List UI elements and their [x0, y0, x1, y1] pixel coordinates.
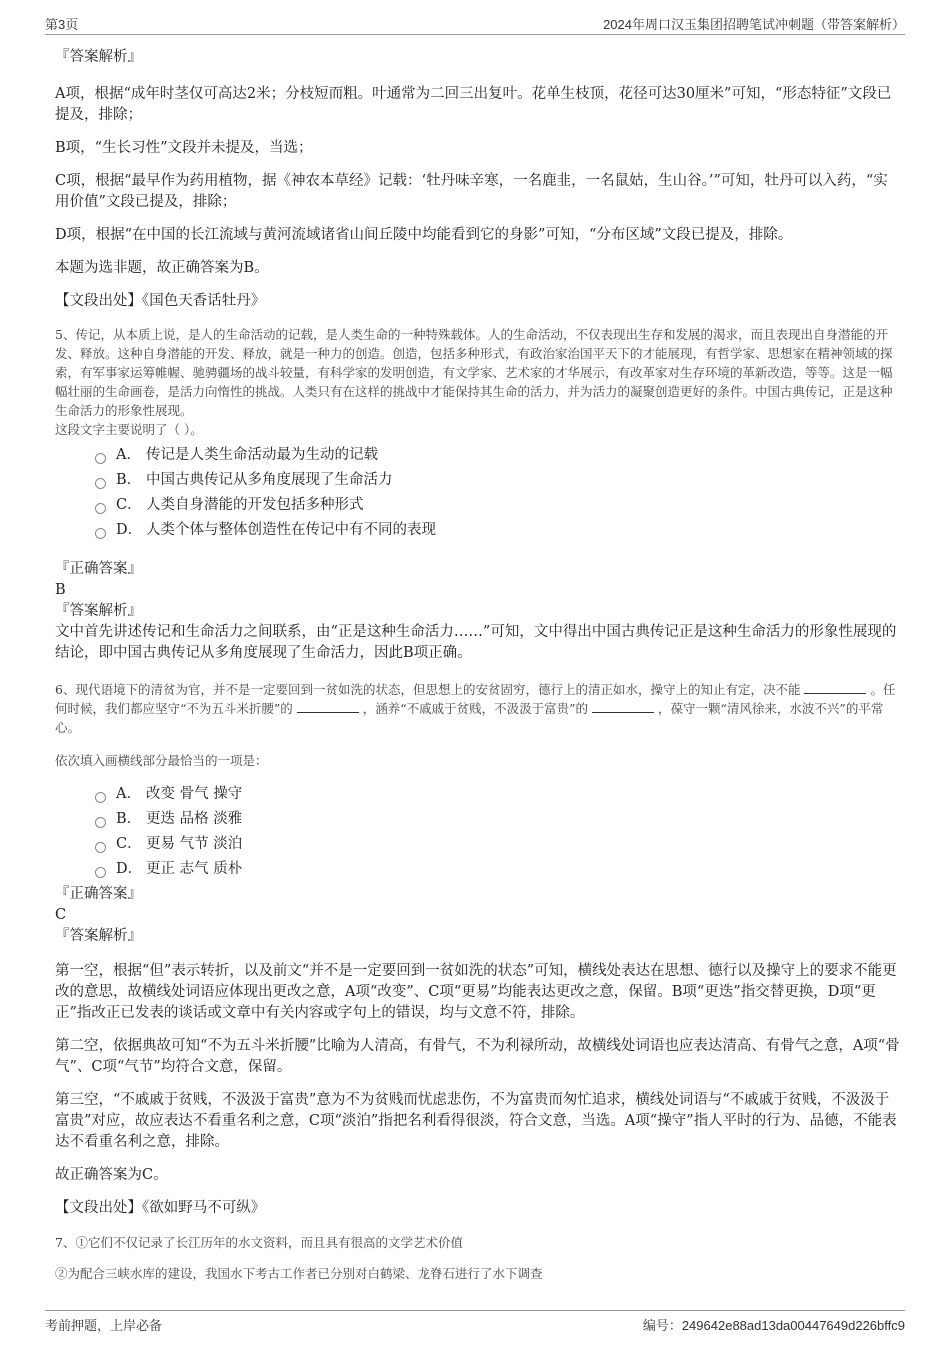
q5-option-b[interactable]: B． 中国古典传记从多角度展现了生命活力	[95, 468, 900, 493]
radio-icon[interactable]	[95, 817, 106, 828]
analysis-option-c: C项，根据“最早作为药用植物，据《神农本草经》记载：‘牡丹味辛寒，一名鹿韭，一名鼠姑，生山谷。’”可知，牡丹可以入药，“实用价值”文段已提及，排除；	[55, 173, 888, 210]
conclusion: 本题为选非题，故正确答案为B。	[55, 260, 269, 276]
q6-answer: C	[55, 907, 67, 923]
q5-analysis: 文中首先讲述传记和生命活力之间联系，由“正是这种生命活力……”可知，文中得出中国古典传记正是这种生命活力的形象性展现的结论，即中国古典传记从多角度展现了生命活力，因此B项正确。	[55, 624, 897, 661]
q5-option-c[interactable]: C． 人类自身潜能的开发包括多种形式	[95, 493, 900, 518]
footer-slogan: 考前押题，上岸必备	[45, 1318, 163, 1333]
q6-option-c[interactable]: C． 更易 气节 淡泊	[95, 832, 900, 857]
document-code: 编号：249642e88ad13da00447649d226bffc9	[642, 1318, 905, 1333]
radio-icon[interactable]	[95, 528, 106, 539]
q6-answer-label: 『正确答案』	[55, 886, 142, 902]
blank-2	[297, 700, 359, 713]
blank-1	[804, 681, 866, 694]
q5-text: 5、传记，从本质上说，是人的生命活动的记载，是人类生命的一种特殊载体。人的生命活动，不仅表现出生存和发展的渴求，而且表现出自身潜能的开发、释放。这种自身潜能的开发、释放，就是一种力的创造。创造，包括多种形式，有政治家治国平天下的才能展现，有哲学家、思想家在精神领域的探索，有军事家运筹帷幄、驰骋疆场的战斗较量，有科学家的发明创造，有文学家、艺术家的才华展示，有改革家对生存环境的革新改造，等等。这是一幅幅壮丽的生命画卷，是活力向惰性的挑战。人类只有在这样的挑战中才能保持其生命的活力，并为活力的凝聚创造更好的条件。中国古典传记，正是这种生命活力的形象性展现。	[55, 327, 893, 418]
source: 【文段出处】《国色天香话牡丹》	[55, 293, 266, 309]
q5-answer: B	[55, 582, 66, 598]
radio-icon[interactable]	[95, 792, 106, 803]
document-title: 2024年周口汉玉集团招聘笔试冲刺题（带答案解析）	[603, 17, 905, 32]
page-footer	[45, 1310, 905, 1334]
radio-icon[interactable]	[95, 842, 106, 853]
q6-text: 6、现代语境下的清贫为官，并不是一定要回到一贫如洗的状态，但思想上的安贫固穷，德行上的清正如水，操守上的知止有定，决不能 。任何时候，我们都应坚守“不为五斗米折腰”的 ，涵养“不戚戚于贫贱，不汲汲于富贵”的 ，葆守一颗“清风徐来，水波不兴”的平常心。	[55, 682, 896, 735]
q6-option-b[interactable]: B． 更迭 品格 淡雅	[95, 807, 900, 832]
q5-analysis-label: 『答案解析』	[55, 603, 142, 619]
q6-analysis-1: 第一空，根据“但”表示转折，以及前文“并不是一定要回到一贫如洗的状态”可知，横线处表达在思想、德行以及操守上的要求不能更改的意思，故横线处词语应体现出更改之意，A项“改变”、C项“更易”均能表达更改之意，保留。B项“更迭”指交替更换，D项“更正”指改正已发表的谈话或文章中有关内容或字句上的错误，均与文意不符，排除。	[55, 963, 897, 1021]
q5-options	[95, 443, 900, 543]
q6-analysis-2: 第二空，依据典故可知“不为五斗米折腰”比喻为人清高，有骨气，不为利禄所动，故横线处词语也应表达清高、有骨气之意，A项“骨气”、C项“气节”均符合文意，保留。	[55, 1038, 900, 1075]
radio-icon[interactable]	[95, 503, 106, 514]
q6-conclusion: 故正确答案为C。	[55, 1167, 168, 1183]
analysis-option-a: A项，根据“成年时茎仅可高达2米；分枝短而粗。叶通常为二回三出复叶。花单生枝顶，花径可达30厘米”可知，“形态特征”文段已提及，排除；	[55, 86, 892, 123]
q7-sentence-1: 7、①它们不仅记录了长江历年的水文资料，而且具有很高的文学艺术价值	[55, 1235, 463, 1250]
q6-option-a[interactable]: A． 改变 骨气 操守	[95, 782, 900, 807]
analysis-option-b: B项，“生长习性”文段并未提及，当选；	[55, 140, 313, 156]
radio-icon[interactable]	[95, 478, 106, 489]
q5-option-d[interactable]: D． 人类个体与整体创造性在传记中有不同的表现	[95, 518, 900, 543]
q6-options	[95, 782, 900, 882]
q7-sentence-2: ②为配合三峡水库的建设，我国水下考古工作者已分别对白鹤梁、龙脊石进行了水下调查	[55, 1266, 543, 1281]
page-number: 第3页	[45, 17, 79, 32]
page-header	[45, 14, 905, 35]
q6-source: 【文段出处】《欲如野马不可纵》	[55, 1200, 266, 1216]
q5-ask: 这段文字主要说明了（ ）。	[55, 422, 203, 437]
q6-analysis-label: 『答案解析』	[55, 928, 142, 944]
q5-answer-label: 『正确答案』	[55, 561, 142, 577]
blank-3	[592, 700, 654, 713]
q5-option-a[interactable]: A． 传记是人类生命活动最为生动的记载	[95, 443, 900, 468]
q6-ask: 依次填入画横线部分最恰当的一项是：	[55, 753, 268, 768]
q6-option-d[interactable]: D． 更正 志气 质朴	[95, 857, 900, 882]
radio-icon[interactable]	[95, 867, 106, 878]
document-body	[55, 44, 900, 1283]
analysis-label: 『答案解析』	[55, 49, 142, 65]
analysis-option-d: D项，根据“在中国的长江流域与黄河流域诸省山间丘陵中均能看到它的身影”可知，“分布区域”文段已提及，排除。	[55, 227, 793, 243]
radio-icon[interactable]	[95, 453, 106, 464]
q6-analysis-3: 第三空，“不戚戚于贫贱，不汲汲于富贵”意为不为贫贱而忧虑悲伤，不为富贵而匆忙追求，横线处词语与“不戚戚于贫贱，不汲汲于富贵”对应，故应表达不看重名利之意，C项“淡泊”指把名利看得很淡，符合文意，当选。A项“操守”指人平时的行为、品德，不能表达不看重名利之意，排除。	[55, 1092, 897, 1150]
